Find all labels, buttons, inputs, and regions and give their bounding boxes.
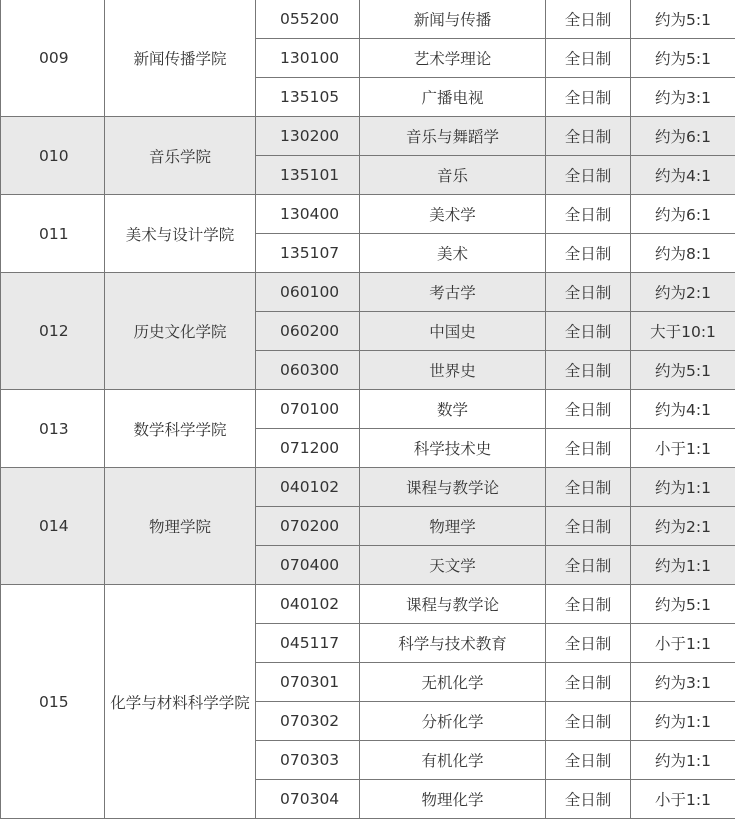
study-mode-cell: 全日制: [546, 117, 631, 156]
major-name-cell: 美术学: [360, 195, 546, 234]
department-name-cell: 美术与设计学院: [105, 195, 256, 273]
table-row: [1, 195, 735, 234]
major-code-cell: 070302: [256, 702, 360, 741]
major-code-cell: 040102: [256, 468, 360, 507]
department-code-cell: 015: [1, 585, 105, 819]
major-code-cell: 130100: [256, 39, 360, 78]
study-mode-cell: 全日制: [546, 39, 631, 78]
major-name-cell: 物理化学: [360, 780, 546, 819]
major-name-cell: 音乐与舞蹈学: [360, 117, 546, 156]
major-code-cell: 135107: [256, 234, 360, 273]
department-name-cell: 新闻传播学院: [105, 0, 256, 117]
major-name-cell: 有机化学: [360, 741, 546, 780]
study-mode-cell: 全日制: [546, 663, 631, 702]
major-name-cell: 数学: [360, 390, 546, 429]
department-code-cell: 013: [1, 390, 105, 468]
major-code-cell: 130400: [256, 195, 360, 234]
admission-ratio-cell: 约为2:1: [631, 273, 735, 312]
major-name-cell: 课程与教学论: [360, 585, 546, 624]
major-code-cell: 070100: [256, 390, 360, 429]
study-mode-cell: 全日制: [546, 273, 631, 312]
major-name-cell: 科学与技术教育: [360, 624, 546, 663]
study-mode-cell: 全日制: [546, 585, 631, 624]
study-mode-cell: 全日制: [546, 195, 631, 234]
major-code-cell: 135101: [256, 156, 360, 195]
study-mode-cell: 全日制: [546, 507, 631, 546]
study-mode-cell: 全日制: [546, 741, 631, 780]
study-mode-cell: 全日制: [546, 156, 631, 195]
study-mode-cell: 全日制: [546, 234, 631, 273]
major-code-cell: 070301: [256, 663, 360, 702]
study-mode-cell: 全日制: [546, 390, 631, 429]
major-code-cell: 060100: [256, 273, 360, 312]
department-name-cell: 数学科学学院: [105, 390, 256, 468]
major-name-cell: 天文学: [360, 546, 546, 585]
major-name-cell: 无机化学: [360, 663, 546, 702]
department-group: [1, 273, 735, 390]
admission-ratio-cell: 约为5:1: [631, 39, 735, 78]
department-name-cell: 化学与材料科学学院: [105, 585, 256, 819]
major-code-cell: 045117: [256, 624, 360, 663]
major-code-cell: 130200: [256, 117, 360, 156]
department-group: [1, 195, 735, 273]
major-name-cell: 分析化学: [360, 702, 546, 741]
admission-ratio-cell: 约为1:1: [631, 468, 735, 507]
department-group: [1, 585, 735, 819]
admission-ratio-cell: 约为6:1: [631, 117, 735, 156]
major-name-cell: 艺术学理论: [360, 39, 546, 78]
admission-ratio-cell: 约为3:1: [631, 663, 735, 702]
department-code-cell: 011: [1, 195, 105, 273]
major-name-cell: 中国史: [360, 312, 546, 351]
admission-ratio-cell: 约为3:1: [631, 78, 735, 117]
major-code-cell: 060300: [256, 351, 360, 390]
admission-ratio-cell: 约为5:1: [631, 351, 735, 390]
table-row: [1, 390, 735, 429]
major-name-cell: 课程与教学论: [360, 468, 546, 507]
admission-ratio-cell: 小于1:1: [631, 624, 735, 663]
department-code-cell: 014: [1, 468, 105, 585]
department-group: [1, 0, 735, 117]
study-mode-cell: 全日制: [546, 429, 631, 468]
admission-ratio-cell: 大于10:1: [631, 312, 735, 351]
major-code-cell: 135105: [256, 78, 360, 117]
major-code-cell: 070200: [256, 507, 360, 546]
department-name-cell: 物理学院: [105, 468, 256, 585]
major-name-cell: 物理学: [360, 507, 546, 546]
major-name-cell: 音乐: [360, 156, 546, 195]
department-code-cell: 009: [1, 0, 105, 117]
study-mode-cell: 全日制: [546, 78, 631, 117]
admission-ratio-cell: 小于1:1: [631, 780, 735, 819]
department-name-cell: 历史文化学院: [105, 273, 256, 390]
department-name-cell: 音乐学院: [105, 117, 256, 195]
major-code-cell: 070400: [256, 546, 360, 585]
study-mode-cell: 全日制: [546, 546, 631, 585]
admission-ratio-cell: 约为5:1: [631, 585, 735, 624]
study-mode-cell: 全日制: [546, 468, 631, 507]
major-code-cell: 055200: [256, 0, 360, 39]
study-mode-cell: 全日制: [546, 780, 631, 819]
table-row: [1, 0, 735, 39]
table-row: [1, 117, 735, 156]
major-name-cell: 世界史: [360, 351, 546, 390]
department-group: [1, 117, 735, 195]
major-code-cell: 040102: [256, 585, 360, 624]
study-mode-cell: 全日制: [546, 0, 631, 39]
department-code-cell: 012: [1, 273, 105, 390]
major-name-cell: 考古学: [360, 273, 546, 312]
study-mode-cell: 全日制: [546, 624, 631, 663]
admission-ratio-cell: 约为1:1: [631, 546, 735, 585]
admission-ratio-cell: 约为8:1: [631, 234, 735, 273]
admission-ratio-cell: 约为5:1: [631, 0, 735, 39]
major-code-cell: 060200: [256, 312, 360, 351]
admission-ratio-cell: 约为4:1: [631, 156, 735, 195]
department-group: [1, 390, 735, 468]
department-group: [1, 468, 735, 585]
major-code-cell: 070303: [256, 741, 360, 780]
study-mode-cell: 全日制: [546, 702, 631, 741]
study-mode-cell: 全日制: [546, 351, 631, 390]
admission-ratio-cell: 约为1:1: [631, 702, 735, 741]
admission-ratio-cell: 约为1:1: [631, 741, 735, 780]
major-code-cell: 070304: [256, 780, 360, 819]
major-name-cell: 美术: [360, 234, 546, 273]
major-code-cell: 071200: [256, 429, 360, 468]
admission-ratio-cell: 约为2:1: [631, 507, 735, 546]
study-mode-cell: 全日制: [546, 312, 631, 351]
admission-ratio-cell: 小于1:1: [631, 429, 735, 468]
table-row: [1, 585, 735, 624]
table-row: [1, 273, 735, 312]
admission-ratio-cell: 约为6:1: [631, 195, 735, 234]
major-name-cell: 科学技术史: [360, 429, 546, 468]
department-code-cell: 010: [1, 117, 105, 195]
major-name-cell: 广播电视: [360, 78, 546, 117]
major-name-cell: 新闻与传播: [360, 0, 546, 39]
admission-ratio-cell: 约为4:1: [631, 390, 735, 429]
table-row: [1, 468, 735, 507]
